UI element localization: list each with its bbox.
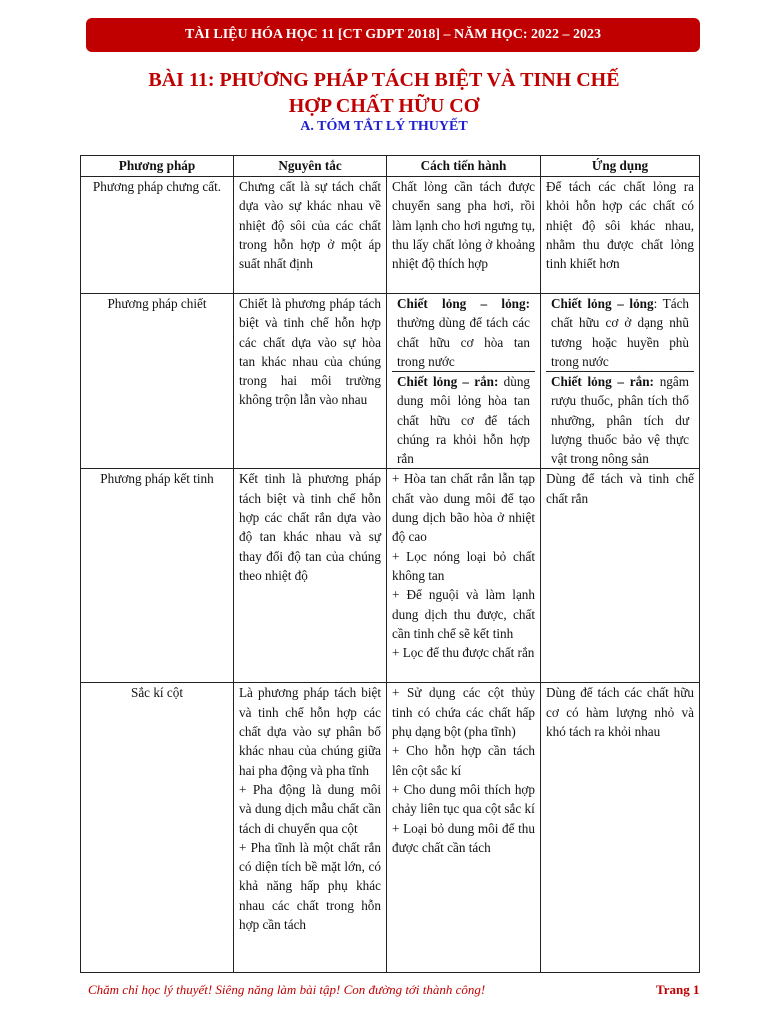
procedure-cell: Chất lỏng cần tách được chuyển sang pha hơi, rồi làm lạnh cho hơi ngưng tụ, thu lấy chất lỏng ở khoảng nhiệt độ thích hợp (387, 177, 541, 294)
procedure-liquid-liquid (392, 294, 535, 372)
methods-table (80, 155, 700, 973)
header-procedure: Cách tiến hành (387, 156, 541, 177)
method-cell: Sắc kí cột (81, 683, 234, 973)
procedure-cell (387, 683, 541, 973)
application-liquid-solid-text: ngâm rượu thuốc, phân tích thổ nhưỡng, phân tích dư lượng thuốc bảo vệ thực vật trong nông sản (551, 374, 689, 467)
procedure-step: + Cho dung môi thích hợp chảy liên tục qua cột sắc kí (392, 781, 535, 817)
table-row (81, 469, 700, 683)
table-row (81, 294, 700, 469)
procedure-step: + Lọc để thu được chất rắn (392, 645, 535, 661)
procedure-step: + Lọc nóng loại bỏ chất không tan (392, 548, 535, 583)
table-row (81, 177, 700, 294)
method-cell: Phương pháp kết tinh (81, 469, 234, 683)
method-cell: Phương pháp chiết (81, 294, 234, 469)
procedure-liquid-liquid-label: Chiết lỏng – lỏng: (397, 296, 530, 311)
procedure-step: + Hòa tan chất rắn lẫn tạp chất vào dung môi để tạo dung dịch bão hòa ở nhiệt độ cao (392, 471, 535, 545)
page-number: Trang 1 (656, 982, 700, 997)
header-method: Phương pháp (81, 156, 234, 177)
procedure-cell (387, 469, 541, 683)
principle-cell (234, 683, 387, 973)
header-banner: TÀI LIỆU HÓA HỌC 11 [CT GDPT 2018] – NĂM HỌC: 2022 – 2023 (86, 18, 700, 52)
table-row (81, 683, 700, 973)
header-application: Ứng dụng (541, 156, 700, 177)
application-liquid-solid (546, 372, 694, 468)
procedure-liquid-liquid-text: thường dùng để tách các chất hữu cơ hòa tan trong nước (397, 315, 530, 369)
procedure-step: + Để nguội và làm lạnh dung dịch thu được, chất cần tinh chế sẽ kết tinh (392, 587, 535, 641)
application-cell: Để tách các chất lỏng ra khỏi hỗn hợp các chất có nhiệt độ sôi khác nhau, nhằm thu được chất lỏng tinh khiết hơn (541, 177, 700, 294)
principle-step: Là phương pháp tách biệt và tinh chế hỗn hợp các chất dựa vào sự phân bố khác nhau của chúng giữa hai pha động và pha tĩnh (239, 685, 381, 778)
principle-cell: Chiết là phương pháp tách biệt và tinh chế hỗn hợp các chất dựa vào sự hòa tan khác nhau của chúng trong hai môi trường không trộn lẫn vào nhau (234, 294, 387, 469)
application-cell: Dùng để tách và tinh chế chất rắn (541, 469, 700, 683)
procedure-step: + Loại bỏ dung môi để thu được chất cần tách (392, 820, 535, 855)
procedure-step: + Cho hỗn hợp cần tách lên cột sắc kí (392, 743, 535, 778)
application-cell: Dùng để tách các chất hữu cơ có hàm lượng nhỏ và khó tách ra khỏi nhau (541, 683, 700, 973)
table-header-row (81, 156, 700, 177)
procedure-liquid-solid (392, 372, 535, 468)
application-liquid-solid-label: Chiết lỏng – rắn: (551, 374, 654, 389)
footer-motto: Chăm chỉ học lý thuyết! Siêng năng làm bài tập! Con đường tới thành công! (88, 982, 486, 997)
lesson-title-line1: BÀI 11: PHƯƠNG PHÁP TÁCH BIỆT VÀ TINH CHẾ (148, 69, 620, 91)
application-cell (541, 294, 700, 469)
principle-step: + Pha động là dung môi và dung dịch mẫu chất cần tách di chuyển qua cột (239, 781, 381, 836)
principle-cell: Chưng cất là sự tách chất dựa vào sự khác nhau về nhiệt độ sôi của các chất trong hỗn hợp ở một áp suất nhất định (234, 177, 387, 294)
procedure-step: + Sử dụng các cột thủy tinh có chứa các chất hấp phụ dạng bột (pha tĩnh) (392, 685, 535, 740)
lesson-title-line2: HỢP CHẤT HỮU CƠ (288, 95, 480, 117)
procedure-liquid-solid-text: dùng dung môi lỏng hòa tan chất hữu cơ để tách chúng ra khỏi hỗn hợp rắn (397, 374, 531, 467)
application-liquid-liquid-text: : Tách chất hữu cơ ở dạng nhũ tương hoặc huyền phù trong nước (551, 296, 690, 369)
application-liquid-liquid (546, 294, 694, 372)
section-heading: A. TÓM TẮT LÝ THUYẾT (300, 119, 468, 134)
procedure-cell (387, 294, 541, 469)
method-cell: Phương pháp chưng cất. (81, 177, 234, 294)
procedure-liquid-solid-label: Chiết lỏng – rắn: (397, 374, 499, 389)
principle-cell: Kết tinh là phương pháp tách biệt và tinh chế hỗn hợp các chất rắn dựa vào độ tan khác nhau và sự thay đổi độ tan của chúng theo nhiệt độ (234, 469, 387, 683)
application-liquid-liquid-label: Chiết lỏng – lỏng (551, 296, 654, 311)
principle-step: + Pha tĩnh là một chất rắn có diện tích bề mặt lớn, có khả năng hấp phụ khác nhau các chất trong hỗn hợp cần tách (239, 839, 381, 933)
header-principle: Nguyên tắc (234, 156, 387, 177)
